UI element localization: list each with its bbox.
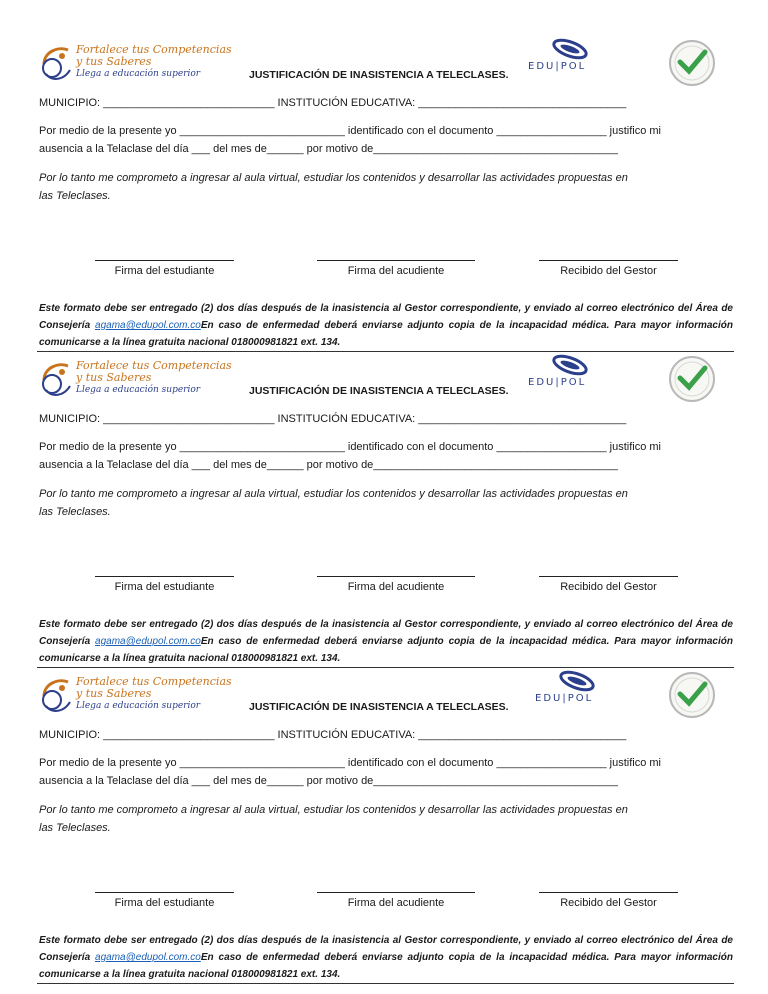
- commitment-line-2: las Teleclases.: [39, 190, 111, 202]
- guardian-signature-label: Firma del acudiente: [347, 897, 445, 909]
- municipio-field-line[interactable]: MUNICIPIO: ____________________________ INSTITUCIÓN EDUCATIVA: __________________________________: [39, 729, 627, 741]
- student-signature-label: Firma del estudiante: [114, 581, 215, 593]
- manager-signature-line[interactable]: [539, 892, 678, 909]
- checkmark-seal-icon: [667, 670, 717, 720]
- form-title: JUSTIFICACIÓN DE INASISTENCIA A TELECLASES.: [249, 701, 509, 713]
- logo-line-2: y tus Saberes: [76, 371, 152, 384]
- guardian-signature-line[interactable]: [317, 260, 475, 277]
- student-signature-label: Firma del estudiante: [114, 897, 215, 909]
- guardian-signature-line[interactable]: [317, 892, 475, 909]
- manager-received-label: Recibido del Gestor: [560, 581, 657, 593]
- student-signature-line[interactable]: [95, 576, 234, 593]
- student-signature-label: Firma del estudiante: [114, 265, 215, 277]
- commitment-line-1: Por lo tanto me comprometo a ingresar al aula virtual, estudiar los contenidos y desarrollar las actividades propuestas en: [39, 172, 628, 184]
- statement-line-1[interactable]: Por medio de la presente yo ___________________________ identificado con el documento __________________ justifico mi: [39, 441, 661, 453]
- logo-line-2: y tus Saberes: [76, 687, 152, 700]
- globe-swoosh-icon: [38, 44, 78, 84]
- edupol-logo: [528, 354, 618, 394]
- cut-separator: [37, 667, 734, 668]
- municipio-field-line[interactable]: MUNICIPIO: ____________________________ INSTITUCIÓN EDUCATIVA: __________________________________: [39, 413, 627, 425]
- email-link[interactable]: agama@edupol.com.co: [95, 952, 201, 963]
- manager-signature-line[interactable]: [539, 260, 678, 277]
- logo-line-1: Fortalece tus Competencias: [76, 675, 232, 688]
- competencias-logo: [38, 42, 258, 86]
- municipio-field-line[interactable]: MUNICIPIO: ____________________________ INSTITUCIÓN EDUCATIVA: __________________________________: [39, 97, 627, 109]
- student-signature-line[interactable]: [95, 892, 234, 909]
- checkmark-seal-icon: [667, 354, 717, 404]
- statement-line-1[interactable]: Por medio de la presente yo ___________________________ identificado con el documento __________________ justifico mi: [39, 125, 661, 137]
- edupol-wordmark: EDU|POL: [528, 61, 587, 72]
- statement-line-2[interactable]: ausencia a la Telaclase del día ___ del mes de______ por motivo de________________________________________: [39, 459, 619, 471]
- manager-received-label: Recibido del Gestor: [560, 265, 657, 277]
- commitment-line-1: Por lo tanto me comprometo a ingresar al aula virtual, estudiar los contenidos y desarrollar las actividades propuestas en: [39, 804, 628, 816]
- logo-line-1: Fortalece tus Competencias: [76, 43, 232, 56]
- absence-form: [0, 38, 768, 354]
- logo-line-3: Llega a educación superior: [76, 69, 201, 79]
- edupol-wordmark: EDU|POL: [528, 377, 587, 388]
- absence-form: [0, 354, 768, 670]
- globe-swoosh-icon: [38, 360, 78, 400]
- guardian-signature-label: Firma del acudiente: [347, 581, 445, 593]
- form-title: JUSTIFICACIÓN DE INASISTENCIA A TELECLASES.: [249, 69, 509, 81]
- logo-line-3: Llega a educación superior: [76, 701, 201, 711]
- commitment-line-2: las Teleclases.: [39, 822, 111, 834]
- cut-separator: [37, 351, 734, 352]
- manager-received-label: Recibido del Gestor: [560, 897, 657, 909]
- statement-line-1[interactable]: Por medio de la presente yo ___________________________ identificado con el documento __________________ justifico mi: [39, 757, 661, 769]
- checkmark-seal-icon: [667, 38, 717, 88]
- form-title: JUSTIFICACIÓN DE INASISTENCIA A TELECLASES.: [249, 385, 509, 397]
- edupol-swoosh-icon: [550, 38, 590, 60]
- logo-line-2: y tus Saberes: [76, 55, 152, 68]
- instructions-note: Este formato debe ser entregado (2) dos días después de la inasistencia al Gestor correspondiente, y enviado al correo electrónico del Área de Consejería agama@edupol.com.coEn caso de enfermedad deberá enviarse adjunto copia de la incapacidad médica. Para mayor información comunicarse a la línea gratuita nacional 018000981821 ext. 134.: [39, 303, 733, 348]
- cut-separator: [37, 983, 734, 984]
- edupol-logo: [535, 670, 625, 710]
- edupol-logo: [528, 38, 618, 78]
- edupol-wordmark: EDU|POL: [535, 693, 594, 704]
- manager-signature-line[interactable]: [539, 576, 678, 593]
- logo-line-1: Fortalece tus Competencias: [76, 359, 232, 372]
- guardian-signature-label: Firma del acudiente: [347, 265, 445, 277]
- absence-form: [0, 670, 768, 986]
- competencias-logo: [38, 358, 258, 402]
- commitment-line-1: Por lo tanto me comprometo a ingresar al aula virtual, estudiar los contenidos y desarrollar las actividades propuestas en: [39, 488, 628, 500]
- student-signature-line[interactable]: [95, 260, 234, 277]
- competencias-logo: [38, 674, 258, 718]
- logo-line-3: Llega a educación superior: [76, 385, 201, 395]
- edupol-swoosh-icon: [550, 354, 590, 376]
- globe-swoosh-icon: [38, 676, 78, 716]
- instructions-note: Este formato debe ser entregado (2) dos días después de la inasistencia al Gestor correspondiente, y enviado al correo electrónico del Área de Consejería agama@edupol.com.coEn caso de enfermedad deberá enviarse adjunto copia de la incapacidad médica. Para mayor información comunicarse a la línea gratuita nacional 018000981821 ext. 134.: [39, 935, 733, 980]
- commitment-line-2: las Teleclases.: [39, 506, 111, 518]
- instructions-note: Este formato debe ser entregado (2) dos días después de la inasistencia al Gestor correspondiente, y enviado al correo electrónico del Área de Consejería agama@edupol.com.coEn caso de enfermedad deberá enviarse adjunto copia de la incapacidad médica. Para mayor información comunicarse a la línea gratuita nacional 018000981821 ext. 134.: [39, 619, 733, 664]
- email-link[interactable]: agama@edupol.com.co: [95, 320, 201, 331]
- statement-line-2[interactable]: ausencia a la Telaclase del día ___ del mes de______ por motivo de________________________________________: [39, 775, 619, 787]
- email-link[interactable]: agama@edupol.com.co: [95, 636, 201, 647]
- statement-line-2[interactable]: ausencia a la Telaclase del día ___ del mes de______ por motivo de________________________________________: [39, 143, 619, 155]
- guardian-signature-line[interactable]: [317, 576, 475, 593]
- edupol-swoosh-icon: [557, 670, 597, 692]
